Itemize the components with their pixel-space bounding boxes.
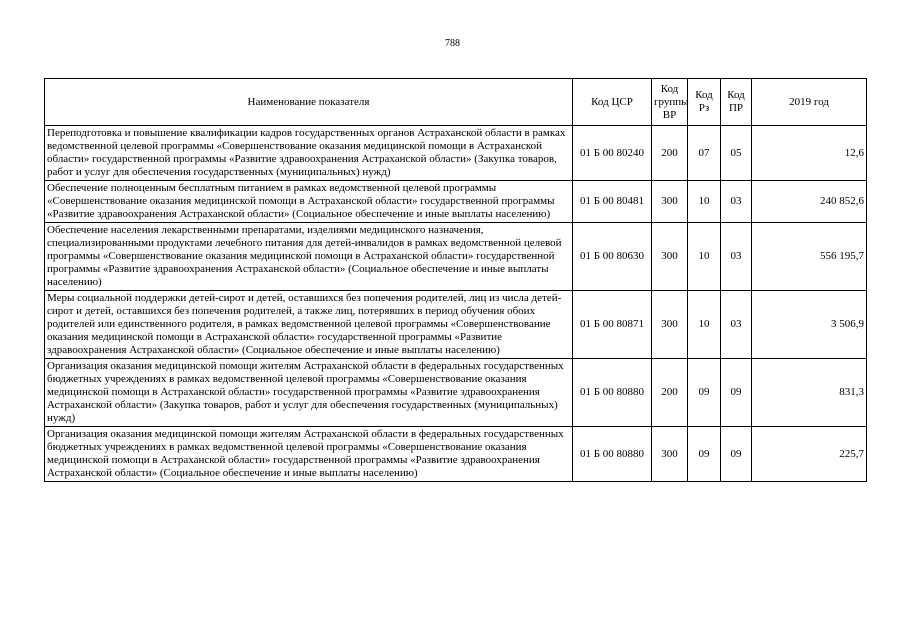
table-row bbox=[45, 181, 867, 223]
header-row bbox=[45, 79, 867, 126]
table-header bbox=[45, 79, 867, 126]
row-rz: 09 bbox=[688, 359, 721, 427]
row-amount: 225,7 bbox=[752, 427, 867, 482]
row-name: Организация оказания медицинской помощи жителям Астраханской области в федеральных государственных бюджетных учреждениях в рамках ведомственной целевой программы «Совершенствование оказания медицинской помощи в Астраханской области» государственной программы «Развитие здравоохранения Астраханской области» (Социальное обеспечение и иные выплаты населению) bbox=[45, 427, 573, 482]
row-pr: 09 bbox=[721, 359, 752, 427]
row-csr: 01 Б 00 80481 bbox=[573, 181, 652, 223]
row-name: Организация оказания медицинской помощи жителям Астраханской области в федеральных государственных бюджетных учреждениях в рамках ведомственной целевой программы «Совершенствование оказания медицинской помощи в Астраханской области» государственной программы «Развитие здравоохранения Астраханской области» (Закупка товаров, работ и услуг для обеспечения государственных (муниципальных) нужд) bbox=[45, 359, 573, 427]
header-year: 2019 год bbox=[752, 79, 867, 126]
row-pr: 05 bbox=[721, 126, 752, 181]
page-number: 788 bbox=[445, 38, 460, 49]
header-csr: Код ЦСР bbox=[573, 79, 652, 126]
table-body bbox=[45, 126, 867, 482]
row-name: Обеспечение населения лекарственными препаратами, изделиями медицинского назначения, специализированными продуктами лечебного питания для детей-инвалидов в рамках ведомственной целевой программы «Совершенствование оказания медицинской помощи в Астраханской области» государственной программы «Развитие здравоохранения Астраханской области» (Социальное обеспечение и иные выплаты населению) bbox=[45, 223, 573, 291]
row-amount: 3 506,9 bbox=[752, 291, 867, 359]
row-rz: 10 bbox=[688, 223, 721, 291]
row-vr: 300 bbox=[652, 181, 688, 223]
row-amount: 12,6 bbox=[752, 126, 867, 181]
header-pr: Код ПР bbox=[721, 79, 752, 126]
row-rz: 07 bbox=[688, 126, 721, 181]
table-row bbox=[45, 223, 867, 291]
row-name: Меры социальной поддержки детей-сирот и детей, оставшихся без попечения родителей, лиц из числа детей-сирот и детей, оставшихся без попечения родителей, а также лиц, потерявших в период обучения обоих родителей или единственного родителя, в рамках ведомственной целевой программы «Совершенствование оказания медицинской помощи в Астраханской области» государственной программы «Развитие здравоохранения Астраханской области» (Социальное обеспечение и иные выплаты населению) bbox=[45, 291, 573, 359]
row-csr: 01 Б 00 80880 bbox=[573, 359, 652, 427]
header-vr: Код группы ВР bbox=[652, 79, 688, 126]
row-vr: 300 bbox=[652, 291, 688, 359]
row-amount: 831,3 bbox=[752, 359, 867, 427]
header-rz: Код Рз bbox=[688, 79, 721, 126]
row-amount: 556 195,7 bbox=[752, 223, 867, 291]
row-pr: 03 bbox=[721, 223, 752, 291]
row-vr: 300 bbox=[652, 427, 688, 482]
table-row bbox=[45, 126, 867, 181]
row-rz: 10 bbox=[688, 181, 721, 223]
row-rz: 10 bbox=[688, 291, 721, 359]
header-name: Наименование показателя bbox=[45, 79, 573, 126]
row-rz: 09 bbox=[688, 427, 721, 482]
row-pr: 03 bbox=[721, 181, 752, 223]
table-row bbox=[45, 359, 867, 427]
row-csr: 01 Б 00 80880 bbox=[573, 427, 652, 482]
row-vr: 200 bbox=[652, 359, 688, 427]
row-csr: 01 Б 00 80630 bbox=[573, 223, 652, 291]
row-pr: 09 bbox=[721, 427, 752, 482]
row-csr: 01 Б 00 80240 bbox=[573, 126, 652, 181]
table-row bbox=[45, 291, 867, 359]
table-row bbox=[45, 427, 867, 482]
row-amount: 240 852,6 bbox=[752, 181, 867, 223]
row-csr: 01 Б 00 80871 bbox=[573, 291, 652, 359]
row-vr: 200 bbox=[652, 126, 688, 181]
budget-table bbox=[44, 78, 867, 482]
row-pr: 03 bbox=[721, 291, 752, 359]
row-name: Обеспечение полноценным бесплатным питанием в рамках ведомственной целевой программы «Совершенствование оказания медицинской помощи в Астраханской области» государственной программы «Развитие здравоохранения Астраханской области» (Социальное обеспечение и иные выплаты населению) bbox=[45, 181, 573, 223]
row-vr: 300 bbox=[652, 223, 688, 291]
row-name: Переподготовка и повышение квалификации кадров государственных органов Астраханской области в рамках ведомственной целевой программы «Совершенствование оказания медицинской помощи в Астраханской области» государственной программы «Развитие здравоохранения Астраханской области» (Закупка товаров, работ и услуг для обеспечения государственных (муниципальных) нужд) bbox=[45, 126, 573, 181]
